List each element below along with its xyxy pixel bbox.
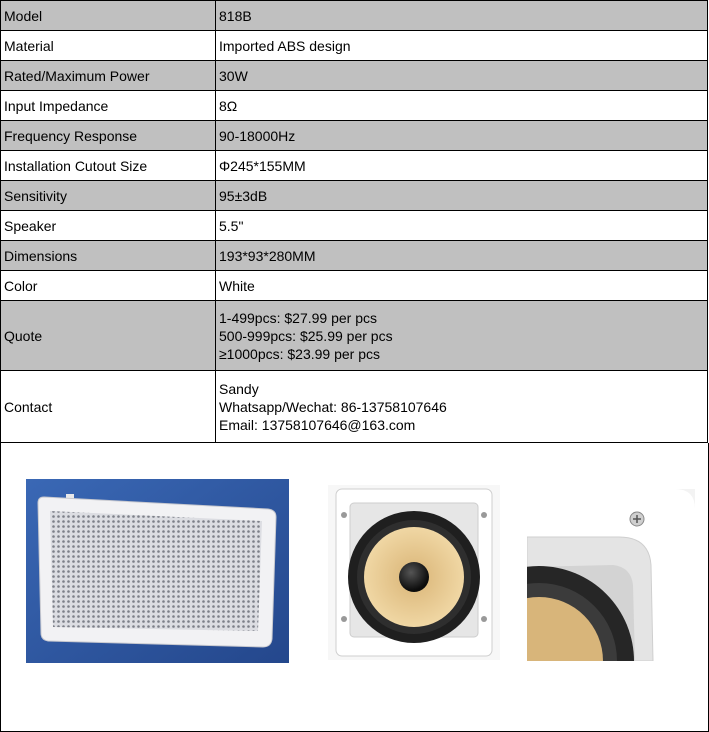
row-cutout <box>1 151 708 181</box>
value-color: White <box>216 271 708 301</box>
label-color: Color <box>1 271 216 301</box>
value-material: Imported ABS design <box>216 31 708 61</box>
label-model: Model <box>1 1 216 31</box>
contact-whatsapp: Whatsapp/Wechat: 86-13758107646 <box>219 398 447 415</box>
quote-line: 1-499pcs: $27.99 per pcs <box>219 309 377 326</box>
label-impedance: Input Impedance <box>1 91 216 121</box>
row-power <box>1 61 708 91</box>
label-frequency: Frequency Response <box>1 121 216 151</box>
row-frequency <box>1 121 708 151</box>
label-speaker: Speaker <box>1 211 216 241</box>
grille-speaker-photo <box>26 479 289 663</box>
label-quote: Quote <box>1 301 216 371</box>
contact-email: Email: 13758107646@163.com <box>219 416 416 433</box>
row-contact <box>1 371 708 443</box>
row-impedance <box>1 91 708 121</box>
row-sensitivity <box>1 181 708 211</box>
label-contact: Contact <box>1 371 216 443</box>
open-speaker-photo <box>328 485 500 660</box>
label-cutout: Installation Cutout Size <box>1 151 216 181</box>
value-frequency: 90-18000Hz <box>216 121 708 151</box>
label-material: Material <box>1 31 216 61</box>
row-model <box>1 1 708 31</box>
label-power: Rated/Maximum Power <box>1 61 216 91</box>
value-impedance: 8Ω <box>216 91 708 121</box>
value-cutout: Φ245*155MM <box>216 151 708 181</box>
label-sensitivity: Sensitivity <box>1 181 216 211</box>
quote-line: 500-999pcs: $25.99 per pcs <box>219 327 393 344</box>
value-model: 818B <box>216 1 708 31</box>
row-color <box>1 271 708 301</box>
contact-name: Sandy <box>219 380 259 397</box>
value-speaker: 5.5" <box>216 211 708 241</box>
corner-closeup-photo <box>527 489 695 661</box>
quote-line: ≥1000pcs: $23.99 per pcs <box>219 345 381 362</box>
value-dimensions: 193*93*280MM <box>216 241 708 271</box>
row-dimensions <box>1 241 708 271</box>
product-photos <box>0 443 709 732</box>
row-material <box>1 31 708 61</box>
row-speaker <box>1 211 708 241</box>
row-quote <box>1 301 708 371</box>
value-power: 30W <box>216 61 708 91</box>
value-sensitivity: 95±3dB <box>216 181 708 211</box>
label-dimensions: Dimensions <box>1 241 216 271</box>
value-contact <box>216 371 708 443</box>
value-quote <box>216 301 708 371</box>
